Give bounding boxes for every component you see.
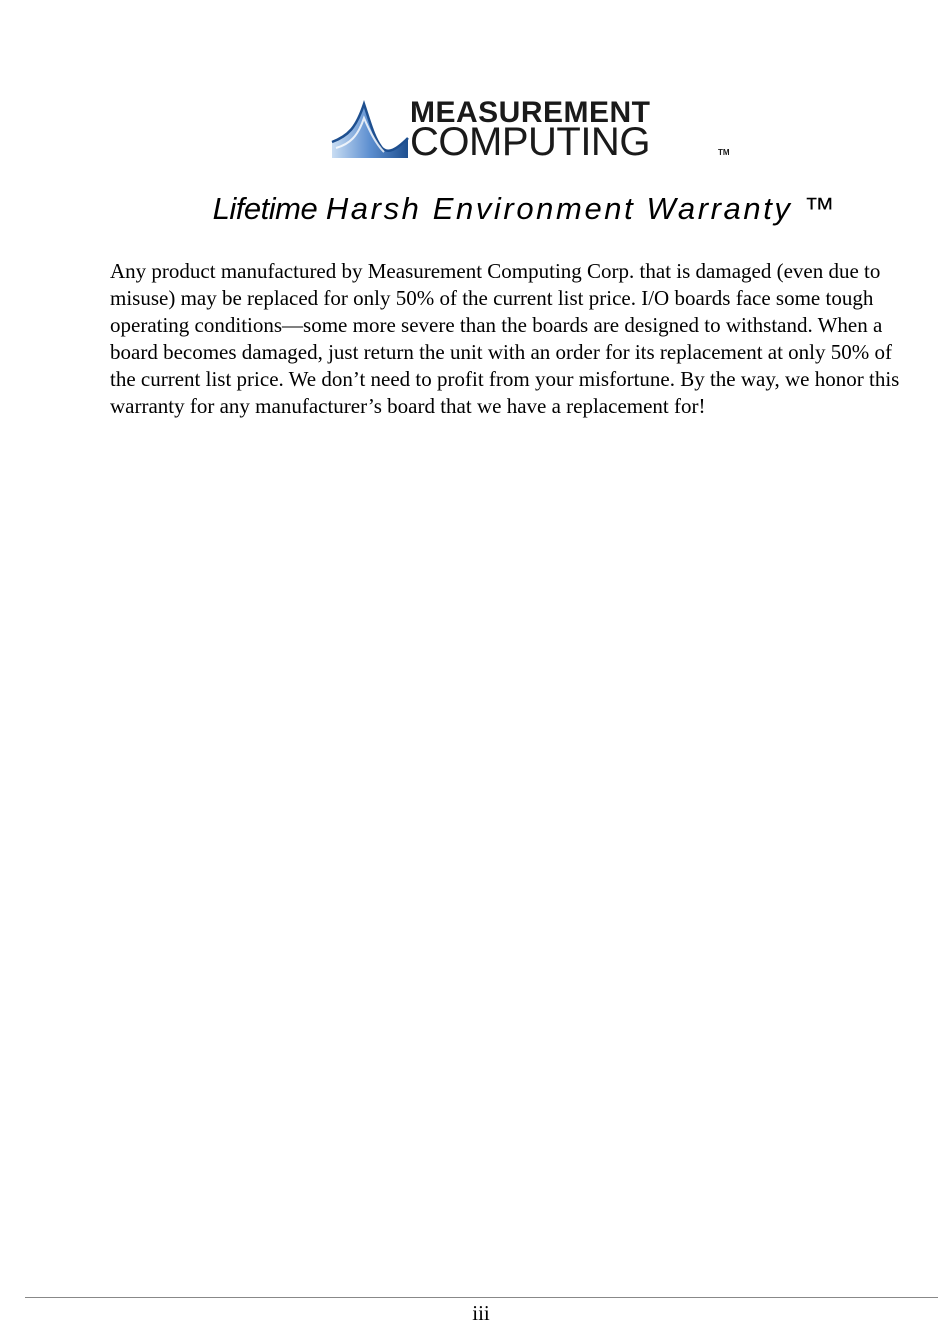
logo-trademark: TM	[718, 148, 730, 157]
logo-text-computing: COMPUTING	[410, 120, 650, 164]
logo-wave-icon	[330, 98, 410, 158]
page-number: iii	[472, 1301, 490, 1325]
footer-divider	[25, 1297, 938, 1298]
page-title	[0, 190, 950, 228]
title-rest: Harsh Environment Warranty ™	[325, 191, 838, 226]
company-logo	[330, 98, 740, 162]
title-first-word: Lifetime	[212, 191, 318, 226]
logo-text-measurement: MEASUREMENT	[410, 96, 651, 129]
warranty-paragraph: Any product manufactured by Measurement Computing Corp. that is damaged (even due to misuse) may be replaced for only 50% of the current list price. I/O boards face some tough operating conditions—some more severe than the boards are designed to withstand. When a board becomes damaged, just return the unit with an order for its replacement at only 50% of the current list price. We don’t need to profit from your misfortune. By the way, we honor this warranty for any manufacturer’s board that we have a replacement for!	[110, 259, 900, 418]
